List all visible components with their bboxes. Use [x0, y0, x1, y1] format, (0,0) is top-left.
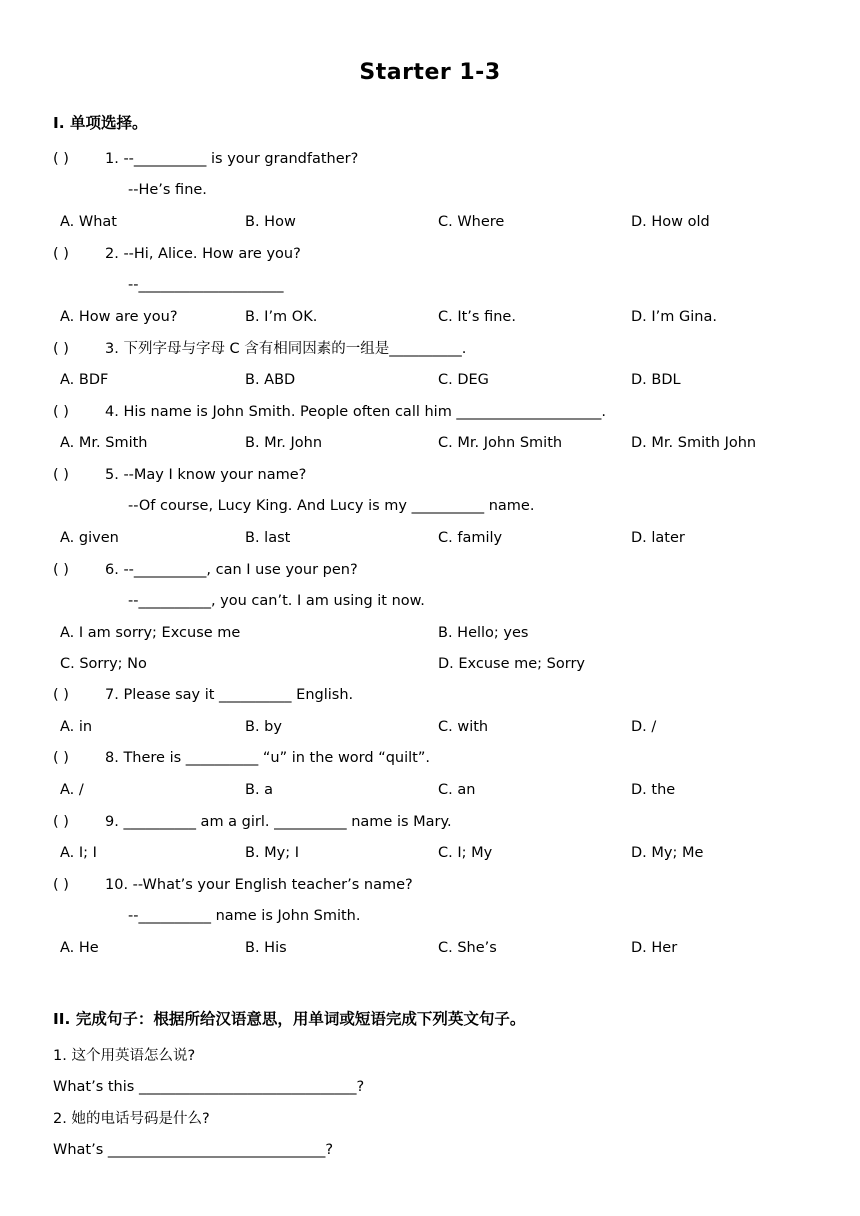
question-text: 7. Please say it __________ English.	[105, 687, 354, 703]
option-c: C. Sorry; No	[60, 656, 147, 672]
answer-blank-parens[interactable]: ( )	[53, 341, 69, 357]
question-continuation: --__________, you can’t. I am using it now.	[128, 593, 425, 609]
option-b: B. His	[245, 940, 287, 956]
option-c: C. Where	[438, 214, 505, 230]
option-b: B. My; I	[245, 845, 300, 861]
question-text: 1. --__________ is your grandfather?	[105, 151, 359, 167]
question-text: 2. --Hi, Alice. How are you?	[105, 246, 301, 262]
option-d: D. Mr. Smith John	[631, 435, 757, 451]
option-a: A. What	[60, 214, 117, 230]
option-c: C. I; My	[438, 845, 493, 861]
question-text: 8. There is __________ “u” in the word “quilt”.	[105, 750, 430, 766]
option-c: C. It’s fine.	[438, 309, 516, 325]
option-b: B. Hello; yes	[438, 625, 529, 641]
option-c: C. an	[438, 782, 476, 798]
option-c: C. She’s	[438, 940, 497, 956]
answer-blank-parens[interactable]: ( )	[53, 151, 69, 167]
answer-blank-parens[interactable]: ( )	[53, 562, 69, 578]
question-text: 5. --May I know your name?	[105, 467, 307, 483]
option-a: A. I am sorry; Excuse me	[60, 625, 241, 641]
option-a: A. BDF	[60, 372, 109, 388]
option-b: B. a	[245, 782, 274, 798]
option-a: A. in	[60, 719, 93, 735]
section-2-prompt-1: 1. 这个用英语怎么说?	[53, 1048, 196, 1064]
answer-blank-parens[interactable]: ( )	[53, 687, 69, 703]
option-c: C. DEG	[438, 372, 489, 388]
option-a: A. Mr. Smith	[60, 435, 148, 451]
option-c: C. with	[438, 719, 489, 735]
question-text: 6. --__________, can I use your pen?	[105, 562, 358, 578]
section-2-answer-2: What’s ______________________________?	[53, 1142, 334, 1158]
section-2-heading: II. 完成句子：根据所给汉语意思，用单词或短语完成下列英文句子。	[53, 1010, 526, 1028]
option-a: A. given	[60, 530, 119, 546]
option-a: A. He	[60, 940, 99, 956]
answer-blank-parens[interactable]: ( )	[53, 404, 69, 420]
option-d: D. I’m Gina.	[631, 309, 717, 325]
question-continuation: --He’s fine.	[128, 182, 207, 198]
question-continuation: --Of course, Lucy King. And Lucy is my __________ name.	[128, 498, 535, 514]
option-a: A. I; I	[60, 845, 97, 861]
answer-blank-parens[interactable]: ( )	[53, 814, 69, 830]
option-b: B. Mr. John	[245, 435, 323, 451]
answer-blank-parens[interactable]: ( )	[53, 750, 69, 766]
option-d: D. Her	[631, 940, 678, 956]
section-2-prompt-2: 2. 她的电话号码是什么?	[53, 1111, 210, 1127]
option-c: C. family	[438, 530, 503, 546]
answer-blank-parens[interactable]: ( )	[53, 467, 69, 483]
option-d: D. Excuse me; Sorry	[438, 656, 585, 672]
question-continuation: --____________________	[128, 277, 284, 293]
option-a: A. /	[60, 782, 84, 798]
option-d: D. My; Me	[631, 845, 704, 861]
question-text: 3. 下列字母与字母 C 含有相同因素的一组是__________.	[105, 341, 467, 357]
answer-blank-parens[interactable]: ( )	[53, 246, 69, 262]
option-b: B. by	[245, 719, 282, 735]
option-b: B. ABD	[245, 372, 296, 388]
option-a: A. How are you?	[60, 309, 178, 325]
option-c: C. Mr. John Smith	[438, 435, 563, 451]
section-1-heading: I. 单项选择。	[53, 114, 148, 132]
option-d: D. BDL	[631, 372, 681, 388]
option-d: D. the	[631, 782, 676, 798]
page-title: Starter 1-3	[359, 60, 501, 85]
option-d: D. /	[631, 719, 657, 735]
answer-blank-parens[interactable]: ( )	[53, 877, 69, 893]
section-2-answer-1: What’s this ______________________________?	[53, 1079, 365, 1095]
question-text: 10. --What’s your English teacher’s name?	[105, 877, 413, 893]
question-text: 9. __________ am a girl. __________ name is Mary.	[105, 814, 452, 830]
option-b: B. I’m OK.	[245, 309, 318, 325]
question-continuation: --__________ name is John Smith.	[128, 908, 361, 924]
option-d: D. How old	[631, 214, 710, 230]
option-b: B. How	[245, 214, 296, 230]
option-b: B. last	[245, 530, 291, 546]
option-d: D. later	[631, 530, 685, 546]
question-text: 4. His name is John Smith. People often call him ____________________.	[105, 404, 607, 420]
